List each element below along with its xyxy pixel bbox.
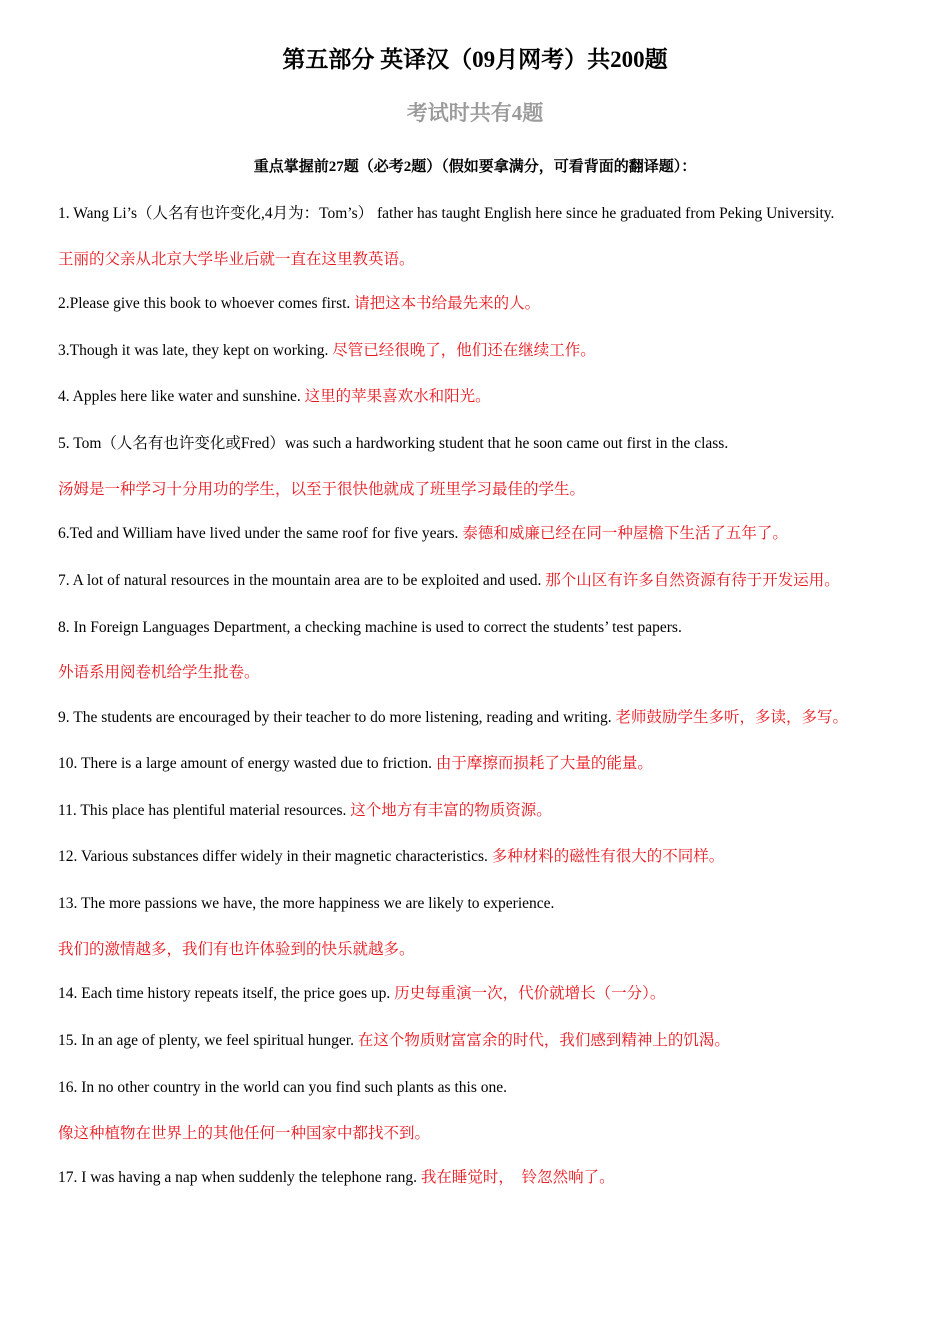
list-item — [58, 1167, 615, 1189]
list-item — [58, 293, 540, 315]
chinese-translation: 我们的激情越多，我们有也许体验到的快乐就越多。 — [58, 941, 415, 958]
chinese-translation: 那个山区有许多自然资源有待于开发运用。 — [545, 572, 840, 589]
list-item — [58, 939, 415, 961]
chinese-translation: 由于摩擦而损耗了大量的能量。 — [435, 755, 653, 772]
english-sentence: 1. Wang Li’s（人名有也许变化,4月为：Tom’s） father has taught English here since he graduated from Peking University. — [58, 205, 835, 222]
list-item — [58, 479, 585, 501]
chinese-translation: 这个地方有丰富的物质资源。 — [350, 802, 552, 819]
english-sentence: 7. A lot of natural resources in the mountain area are to be exploited and used. — [58, 572, 542, 589]
list-item — [58, 1077, 507, 1099]
chinese-translation: 王丽的父亲从北京大学毕业后就一直在这里教英语。 — [58, 251, 415, 268]
list-item — [58, 893, 554, 915]
chinese-translation: 多种材料的磁性有很大的不同样。 — [491, 848, 725, 865]
list-item — [58, 983, 665, 1005]
list-item — [58, 662, 260, 684]
english-sentence: 9. The students are encouraged by their teacher to do more listening, reading and writing. — [58, 709, 612, 726]
english-sentence: 11. This place has plentiful material resources. — [58, 802, 347, 819]
chinese-translation: 像这种植物在世界上的其他任何一种国家中都找不到。 — [58, 1125, 431, 1142]
chinese-translation: 历史每重演一次，代价就增长（一分）。 — [394, 985, 666, 1002]
list-item — [58, 523, 788, 545]
list-item — [58, 570, 840, 592]
english-sentence: 17. I was having a nap when suddenly the telephone rang. — [58, 1169, 417, 1186]
english-sentence: 8. In Foreign Languages Department, a checking machine is used to correct the students’ test papers. — [58, 619, 682, 636]
list-item — [58, 753, 653, 775]
chinese-translation: 外语系用阅卷机给学生批卷。 — [58, 664, 260, 681]
list-item — [58, 846, 724, 868]
list-item — [58, 386, 491, 408]
chinese-translation: 泰德和威廉已经在同一种屋檐下生活了五年了。 — [462, 525, 788, 542]
english-sentence: 15. In an age of plenty, we feel spiritual hunger. — [58, 1032, 354, 1049]
list-item — [58, 1123, 430, 1145]
english-sentence: 4. Apples here like water and sunshine. — [58, 388, 301, 405]
chinese-translation: 请把这本书给最先来的人。 — [354, 295, 541, 312]
chinese-translation: 尽管已经很晚了，他们还在继续工作。 — [332, 342, 596, 359]
chinese-translation: 老师鼓励学生多听，多读，多写。 — [615, 709, 849, 726]
english-sentence: 2.Please give this book to whoever comes first. — [58, 295, 351, 312]
english-sentence: 13. The more passions we have, the more happiness we are likely to experience. — [58, 895, 555, 912]
list-item — [58, 800, 552, 822]
english-sentence: 14. Each time history repeats itself, the price goes up. — [58, 985, 391, 1002]
english-sentence: 16. In no other country in the world can you find such plants as this one. — [58, 1079, 507, 1096]
list-item — [58, 249, 415, 271]
chinese-translation: 这里的苹果喜欢水和阳光。 — [304, 388, 491, 405]
list-item — [58, 340, 596, 362]
list-item — [58, 433, 728, 455]
list-item — [58, 707, 848, 729]
english-sentence: 5. Tom（人名有也许变化或Fred）was such a hardworking student that he soon came out first in the class. — [58, 435, 729, 452]
english-sentence: 12. Various substances differ widely in their magnetic characteristics. — [58, 848, 488, 865]
chinese-translation: 我在睡觉时， 铃忽然响了。 — [420, 1169, 615, 1186]
list-item — [58, 1030, 730, 1052]
instruction-text: 重点掌握前27题（必考2题）（假如要拿满分，可看背面的翻译题）： — [253, 159, 697, 175]
page-title: 第五部分 英译汉（09月网考）共200题 — [282, 47, 668, 72]
chinese-translation: 在这个物质财富富余的时代，我们感到精神上的饥渴。 — [357, 1032, 730, 1049]
page-subtitle: 考试时共有4题 — [406, 101, 544, 125]
chinese-translation: 汤姆是一种学习十分用功的学生，以至于很快他就成了班里学习最佳的学生。 — [58, 481, 586, 498]
english-sentence: 6.Ted and William have lived under the same roof for five years. — [58, 525, 459, 542]
english-sentence: 10. There is a large amount of energy wasted due to friction. — [58, 755, 433, 772]
list-item — [58, 203, 834, 225]
english-sentence: 3.Though it was late, they kept on working. — [58, 342, 329, 359]
list-item — [58, 617, 682, 639]
